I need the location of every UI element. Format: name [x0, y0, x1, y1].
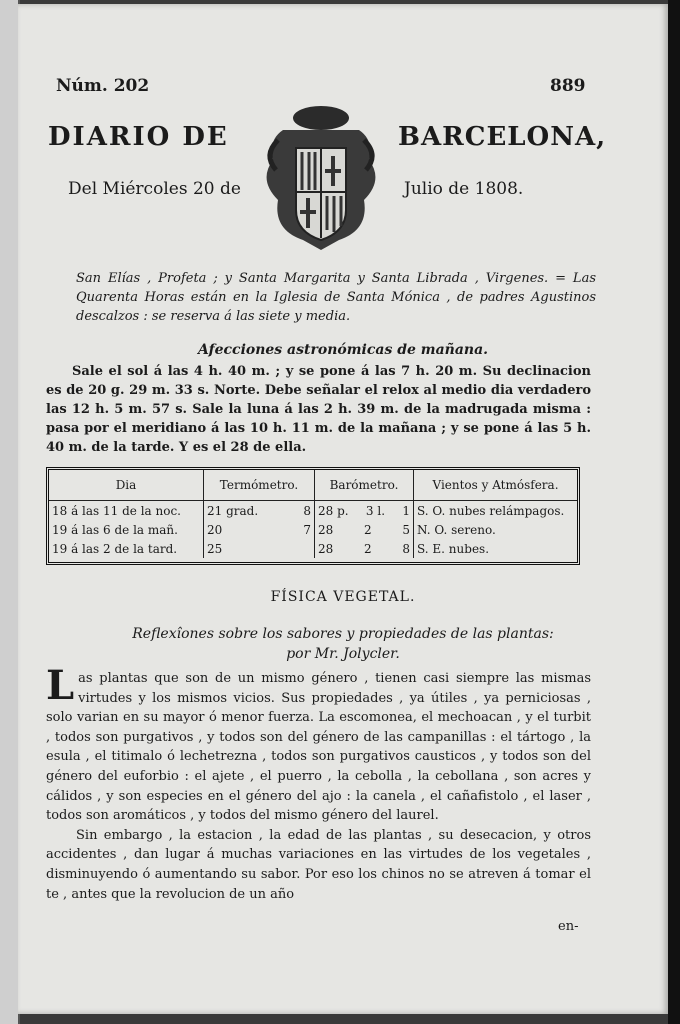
weather-value: 5 — [402, 522, 410, 537]
weather-cell — [315, 520, 414, 539]
weather-cell: N. O. sereno. — [417, 522, 496, 537]
weather-cell: 18 á las 11 de la noc. — [49, 501, 204, 521]
weather-value: 21 grad. — [207, 503, 259, 518]
date-line-left: Del Miércoles 20 de — [68, 179, 241, 199]
weather-cell — [315, 501, 414, 521]
article-body — [46, 662, 591, 904]
section-heading: FÍSICA VEGETAL. — [270, 589, 416, 605]
issue-number: Núm. 202 — [56, 76, 150, 96]
weather-cell — [204, 501, 315, 521]
astronomy-text: Sale el sol á las 4 h. 40 m. ; y se pone á las 7 h. 20 m. Su declinacion es de 20 g. 29 m. 33 s. Norte. Debe señalar el relox al medio dia verdadero las 12 h. 5 m. 57 s. Sale la luna á las 2 h. 39 m. de la madrugada misma : pasa por el meridiano á las 10 h. 11 m. de la mañana ; y se pone á las 5 h. 40 m. de la tarde. Y es el 28 de ella. — [46, 364, 591, 455]
weather-cell: 19 á las 2 de la tard. — [49, 539, 204, 558]
weather-value: 2 — [364, 541, 372, 556]
saints-of-the-day: San Elías , Profeta ; y Santa Margarita y Santa Librada , Virgenes. = Las Quarenta Horas están en la Iglesia de Santa Mónica , de padres Agustinos descalzos : se reserva á las siete y media. — [76, 271, 596, 324]
col-header-dia: Dia — [49, 470, 204, 501]
weather-cell — [204, 520, 315, 539]
weather-table-row — [49, 501, 577, 521]
weather-cell: S. E. nubes. — [417, 541, 490, 556]
weather-table — [46, 467, 580, 565]
weather-value: 7 — [303, 522, 311, 537]
weather-value: 3 l. — [365, 503, 386, 518]
weather-table-row — [49, 539, 577, 558]
weather-value: 28 — [318, 541, 334, 556]
article-subtitle-line2: por Mr. Jolycler. — [286, 646, 400, 662]
article-subtitle-line1: Reflexîones sobre los sabores y propiedades de las plantas: — [132, 626, 554, 642]
weather-cell: S. O. nubes relámpagos. — [417, 503, 565, 518]
newspaper-page — [18, 4, 668, 1014]
col-header-vientos: Vientos y Atmósfera. — [414, 470, 578, 501]
weather-table-row — [49, 520, 577, 539]
weather-cell — [315, 539, 414, 558]
page-number: 889 — [550, 76, 586, 96]
scan-right-edge — [668, 0, 680, 1024]
weather-value: 20 — [207, 522, 223, 537]
article-paragraph-1 — [46, 662, 591, 826]
adjacent-page-edge — [0, 0, 20, 1024]
weather-value: 28 — [318, 522, 334, 537]
weather-value: 8 — [303, 503, 311, 518]
col-header-barometro: Barómetro. — [315, 470, 414, 501]
date-line-right: Julio de 1808. — [404, 179, 524, 199]
col-header-termometro: Termómetro. — [204, 470, 315, 501]
article-paragraph-2: Sin embargo , la estacion , la edad de las plantas , su desecacion, y otros accidentes , dan lugar á muchas variaciones en las virtudes de los vegetales , disminuyendo ó aumentando su sabor. Por eso los chinos no se atreven á tomar el te , antes que la revolucion de un año — [46, 827, 591, 902]
weather-value: 1 — [402, 503, 410, 518]
weather-cell: 19 á las 6 de la mañ. — [49, 520, 204, 539]
weather-cell — [204, 539, 315, 558]
masthead-title-left: DIARIO DE — [48, 122, 229, 152]
article-subtitle — [18, 624, 668, 664]
catchword: en- — [558, 919, 579, 934]
weather-value: 28 p. — [318, 503, 349, 518]
masthead-title-right: BARCELONA, — [398, 122, 607, 152]
weather-table-header — [49, 470, 577, 501]
weather-value: 8 — [402, 541, 410, 556]
weather-value: 25 — [207, 541, 223, 556]
article-paragraph-1-text: as plantas que son de un mismo género , tienen casi siempre las mismas virtudes y los mismos vicios. Sus propiedades , ya útiles , ya perniciosas , solo varian en su mayor ó menor fuerza. La escomonea, el mechoacan , y el turbit , todos son purgativos , y todos son del género de las campanillas : el tártogo , la esula , el titimalo ó lechetrezna , todos son purgativos causticos , y todos son del género del euforbio : el ajete , el puerro , la cebolla , la cebollana , son acres y cálidos , y son especies en el género del ajo : la canela , el cañafistolo , el laser , todos son aromáticos , y todos del mismo género del laurel. — [46, 671, 591, 824]
astronomy-heading: Afecciones astronómicas de mañana. — [197, 342, 489, 358]
weather-value: 2 — [364, 522, 372, 537]
coat-of-arms-crest — [248, 100, 394, 256]
drop-cap: L — [46, 662, 75, 709]
